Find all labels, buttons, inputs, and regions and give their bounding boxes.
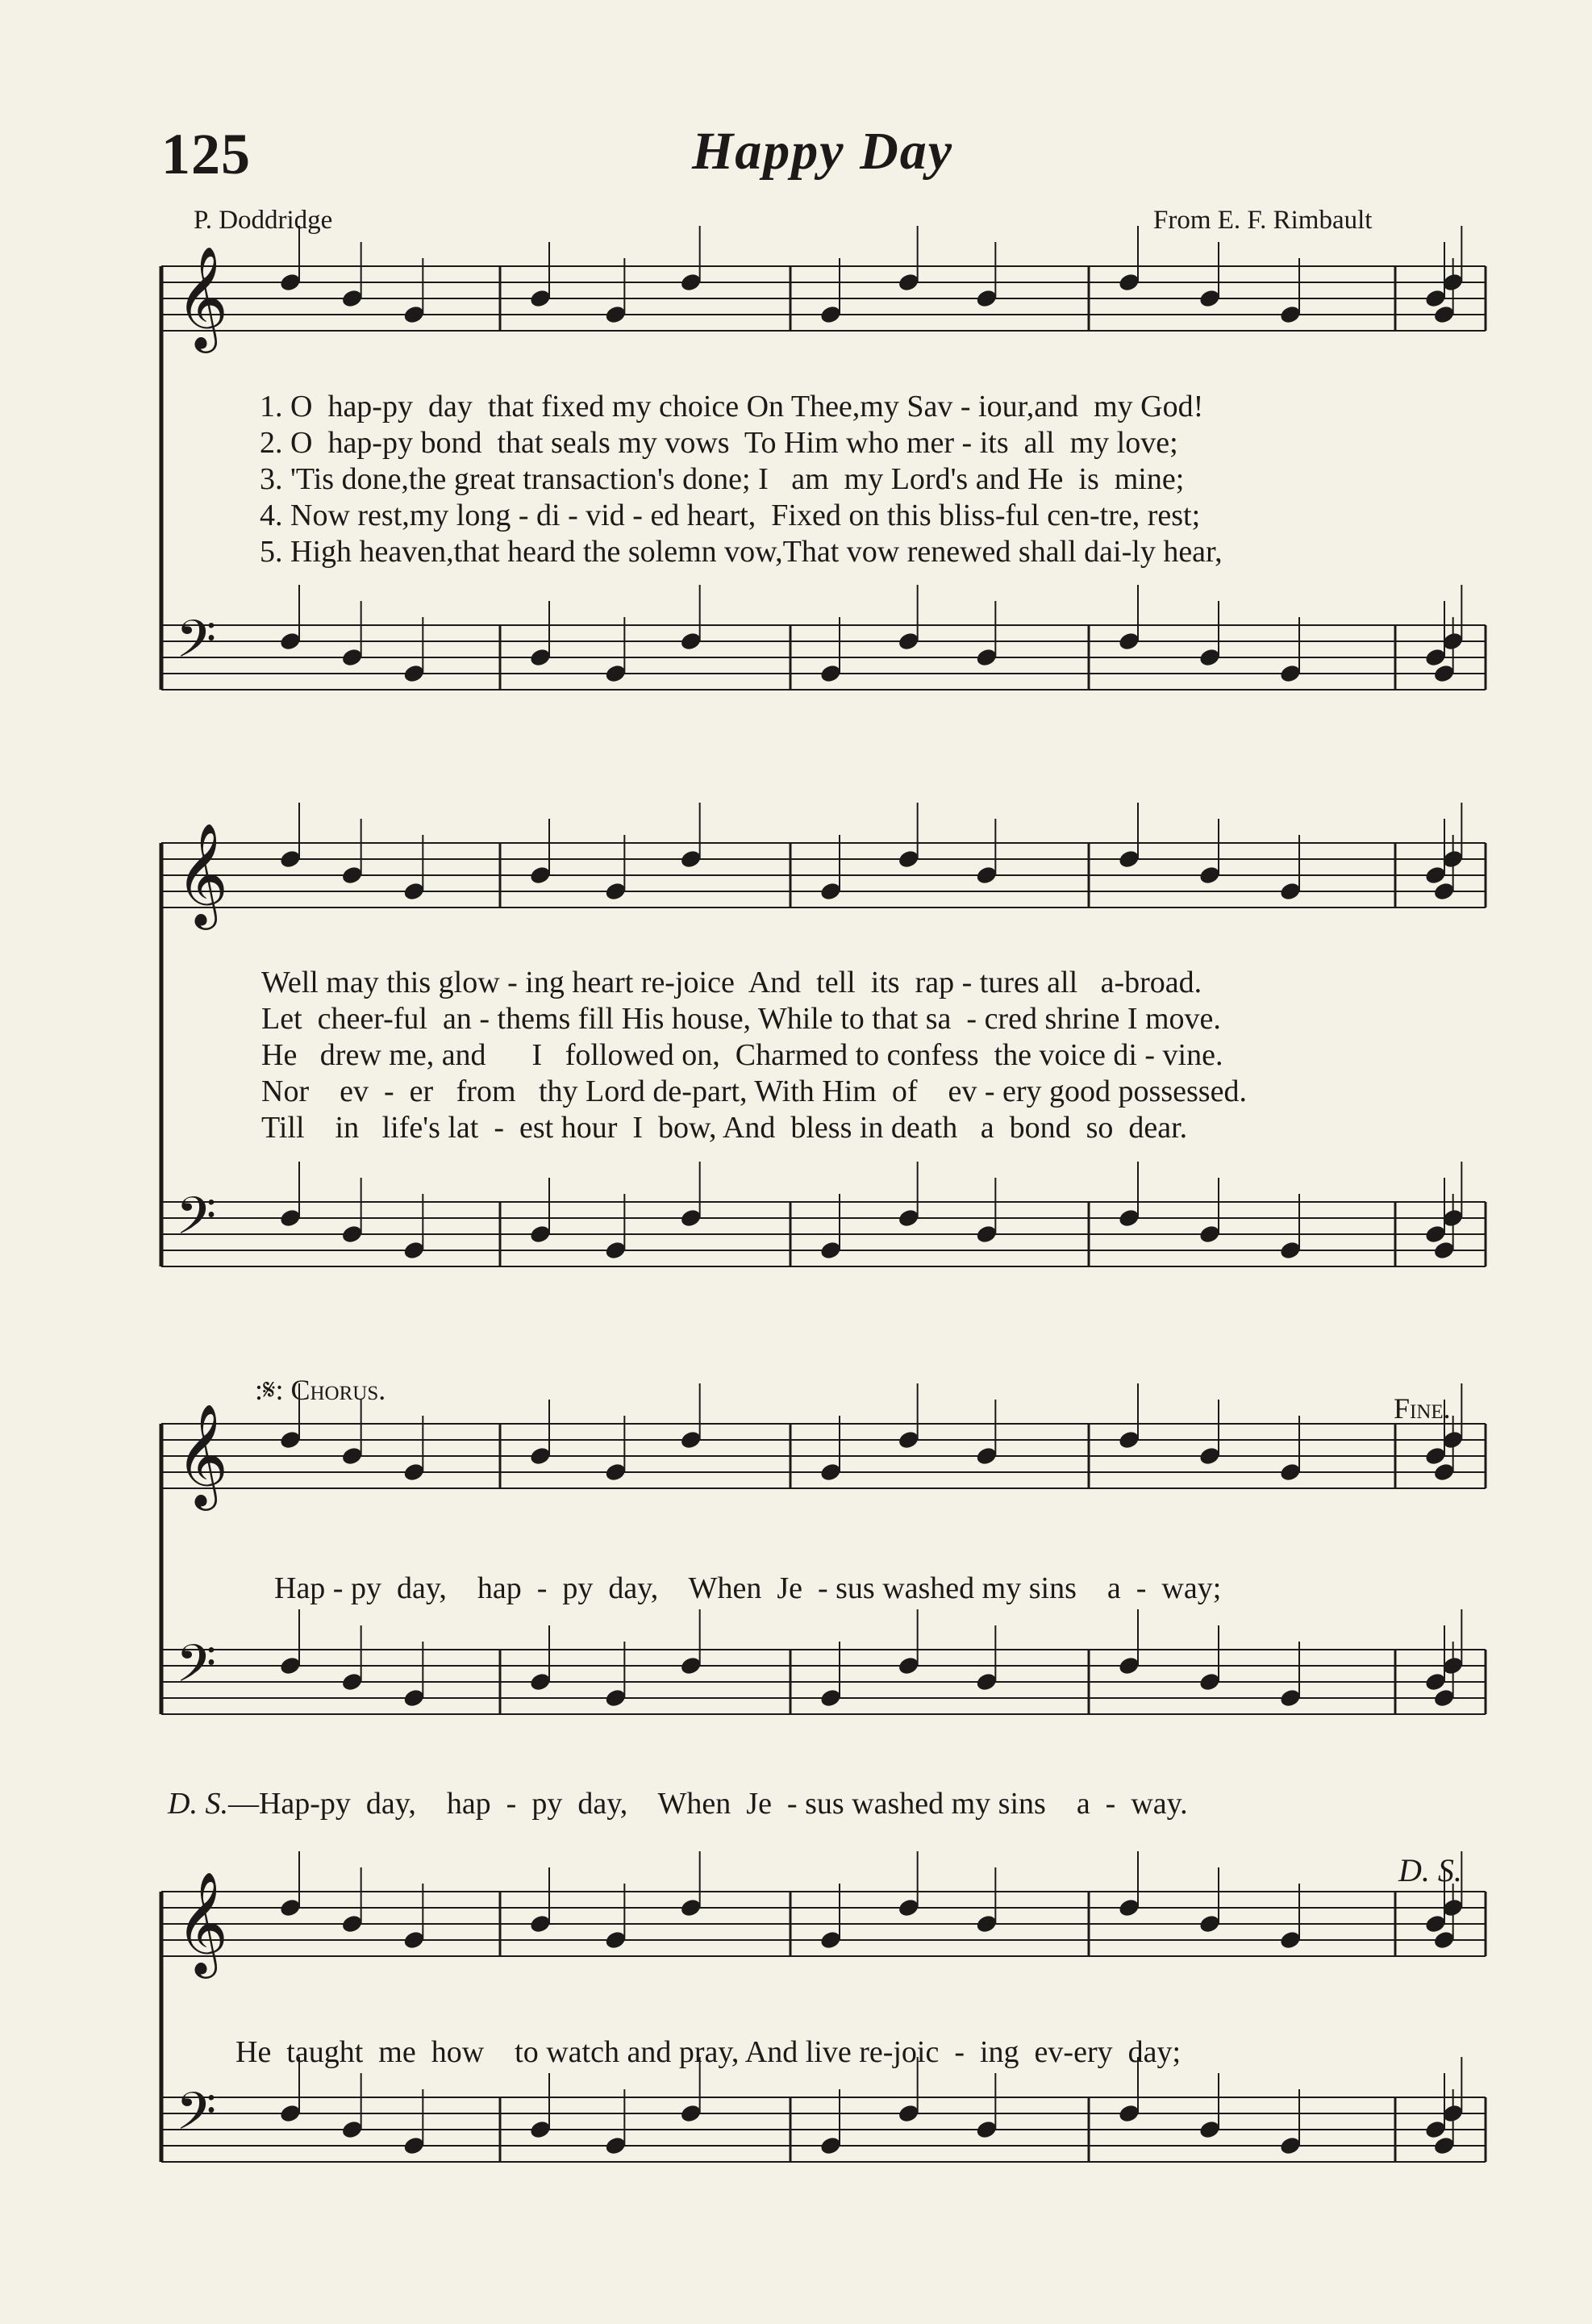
- ds-text: —Hap-py day, hap - py day, When Je - sus washed my sins a - way.: [227, 1787, 1188, 1821]
- verse-4-line: 4. Now rest,my long - di - vid - ed heart, Fixed on this bliss-ful cen-tre, rest;: [260, 499, 1201, 532]
- ds-lyric: [168, 1786, 1188, 1821]
- treble-clef-icon: 𝄞: [176, 245, 229, 348]
- chorus-heading: Chorus.: [290, 1374, 386, 1406]
- bass-clef-icon: 𝄢: [176, 2082, 217, 2155]
- treble-clef-icon: 𝄞: [176, 1871, 229, 1974]
- chorus-lyric: Hap - py day, hap - py day, When Je - sus washed my sins a - way;: [274, 1571, 1222, 1605]
- verse-1-line: 1. O hap-py day that fixed my choice On Thee,my Sav - iour,and my God!: [260, 390, 1204, 423]
- ds-marking: D. S.: [1398, 1852, 1462, 1888]
- verse-3-line: 3. 'Tis done,the great transaction's done; I am my Lord's and He is mine;: [260, 462, 1185, 496]
- verse-4-line-2: Nor ev - er from thy Lord de-part, With Him of ev - ery good possessed.: [261, 1074, 1247, 1108]
- verse-2-line: 2. O hap-py bond that seals my vows To Him who mer - its all my love;: [260, 426, 1178, 460]
- verse-5-line-2: Till in life's lat - est hour I bow, And bless in death a bond so dear.: [261, 1111, 1188, 1145]
- treble-clef-icon: 𝄞: [176, 822, 229, 925]
- treble-clef-icon: 𝄞: [176, 1403, 229, 1506]
- verse-2-line-2: Let cheer-ful an - thems fill His house, While to that sa - cred shrine I move.: [261, 1002, 1221, 1036]
- bass-clef-icon: 𝄢: [176, 610, 217, 682]
- fine-marking: Fine.: [1394, 1392, 1451, 1425]
- hymn-title: Happy Day: [691, 122, 954, 181]
- bass-clef-icon: 𝄢: [176, 1187, 217, 1259]
- final-lyric: He taught me how to watch and pray, And live re-joic - ing ev-ery day;: [235, 2035, 1181, 2069]
- verse-1-line-2: Well may this glow - ing heart re-joice And tell its rap - tures all a-broad.: [261, 966, 1202, 999]
- verse-5-line: 5. High heaven,that heard the solemn vow,That vow renewed shall dai-ly hear,: [260, 535, 1223, 569]
- segno-sign: :𝄋:: [255, 1374, 284, 1406]
- verse-3-line-2: He drew me, and I followed on, Charmed to confess the voice di - vine.: [261, 1038, 1223, 1072]
- ds-prefix: D. S.: [168, 1787, 228, 1821]
- lyricist-credit: P. Doddridge: [194, 206, 333, 235]
- composer-credit: From E. F. Rimbault: [1153, 206, 1373, 235]
- bass-clef-icon: 𝄢: [176, 1634, 217, 1707]
- chorus-label: [255, 1373, 385, 1408]
- hymn-number: 125: [161, 122, 251, 186]
- verses-first-half: [260, 389, 1223, 570]
- verses-second-half: [261, 965, 1247, 1146]
